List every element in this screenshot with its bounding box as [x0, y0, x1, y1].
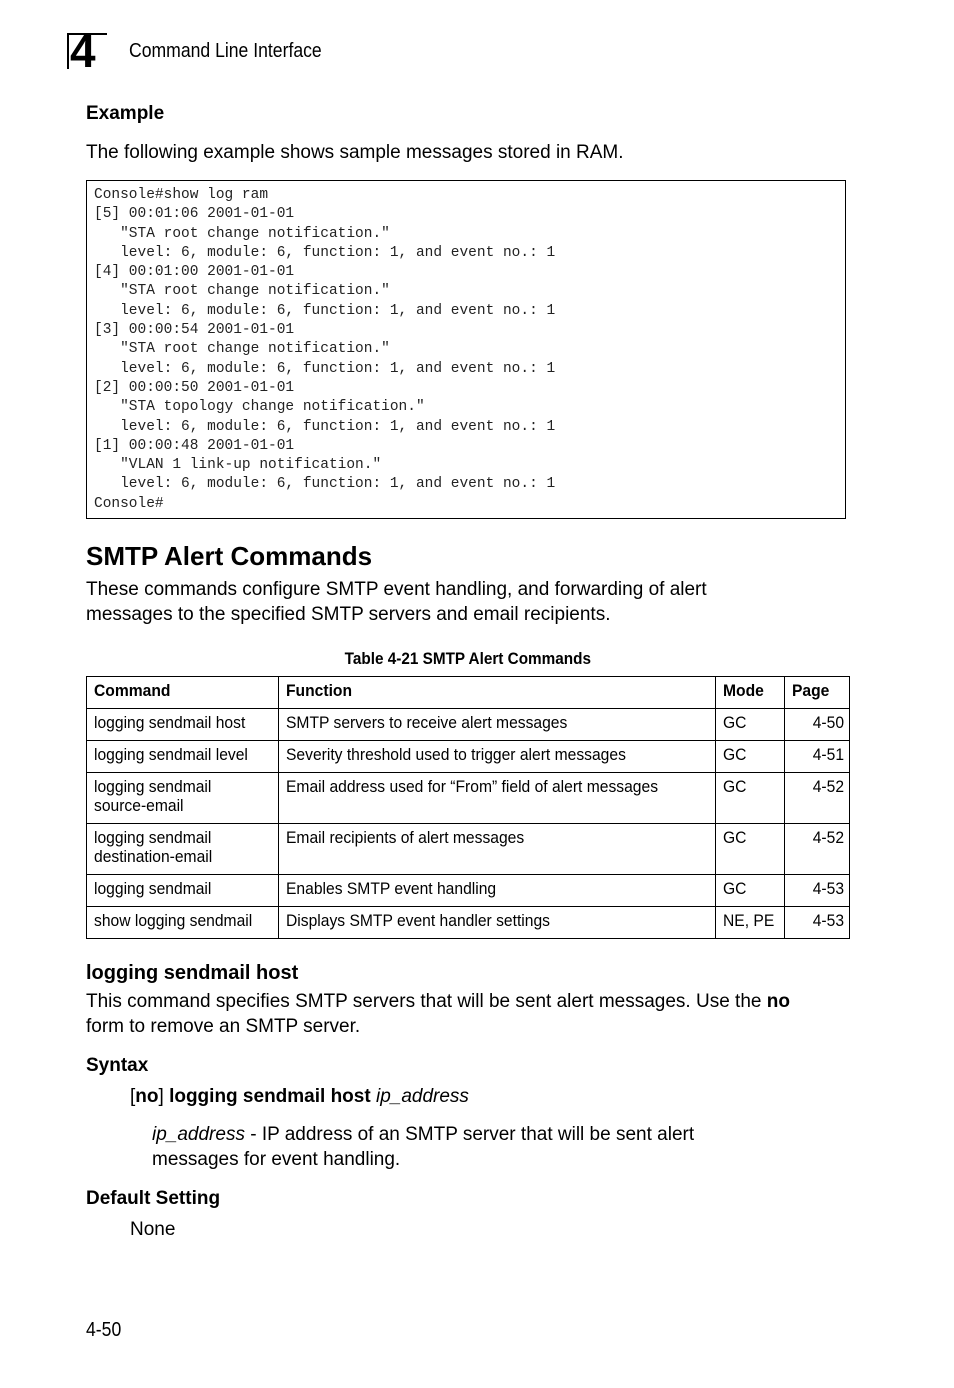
- table-row: [87, 824, 850, 875]
- code-line: "STA root change notification.": [94, 283, 390, 300]
- running-header-title: Command Line Interface: [129, 40, 322, 62]
- cell-function: Displays SMTP event handler settings: [279, 907, 716, 939]
- cell-function: Enables SMTP event handling: [279, 875, 716, 907]
- cell-page: 4-53: [785, 875, 850, 907]
- section-intro-line1: These commands configure SMTP event handling, and forwarding of alert: [86, 579, 707, 600]
- code-line: [2] 00:00:50 2001-01-01: [94, 379, 295, 396]
- code-example-box: [86, 180, 846, 519]
- section-title: SMTP Alert Commands: [86, 541, 373, 571]
- cell-command: logging sendmail destination-email: [87, 824, 279, 875]
- cell-function: SMTP servers to receive alert messages: [279, 709, 716, 741]
- cell-function: Email recipients of alert messages: [279, 824, 716, 875]
- cell-function: Email address used for “From” field of alert messages: [279, 773, 716, 824]
- cell-command: show logging sendmail: [87, 907, 279, 939]
- code-line: level: 6, module: 6, function: 1, and event no.: 1: [94, 476, 556, 493]
- code-line: Console#: [94, 495, 164, 512]
- cell-mode: GC: [716, 824, 785, 875]
- cell-page: 4-53: [785, 907, 850, 939]
- cell-command: logging sendmail host: [87, 709, 279, 741]
- table-caption: [0, 648, 936, 670]
- cell-page: 4-52: [785, 773, 850, 824]
- code-line: Console#show log ram: [94, 187, 269, 203]
- column-header-function: Function: [279, 677, 716, 709]
- parameter-description-line2: messages for event handling.: [152, 1149, 401, 1170]
- code-line: "VLAN 1 link-up notification.": [94, 457, 382, 474]
- cell-command: logging sendmail level: [87, 741, 279, 773]
- code-line: [1] 00:00:48 2001-01-01: [94, 437, 295, 454]
- cell-page: 4-50: [785, 709, 850, 741]
- command-description-line2: form to remove an SMTP server.: [86, 1016, 361, 1037]
- example-intro: The following example shows sample messages stored in RAM.: [86, 142, 624, 163]
- parameter-description: ip_address - IP address of an SMTP server that will be sent alert: [152, 1124, 695, 1145]
- table-caption-text: Table 4-21 SMTP Alert Commands: [344, 649, 592, 668]
- syntax-heading: Syntax: [86, 1055, 149, 1076]
- column-header-command: Command: [87, 677, 279, 709]
- cell-mode: GC: [716, 773, 785, 824]
- column-header-page: Page: [785, 677, 850, 709]
- page-number: 4-50: [86, 1319, 122, 1341]
- code-line: [3] 00:00:54 2001-01-01: [94, 322, 295, 339]
- table-header-row: [87, 677, 850, 709]
- cell-page: 4-51: [785, 741, 850, 773]
- code-line: [4] 00:01:00 2001-01-01: [94, 264, 295, 281]
- cell-function: Severity threshold used to trigger alert messages: [279, 741, 716, 773]
- cell-mode: NE, PE: [716, 907, 785, 939]
- table-row: [87, 709, 850, 741]
- code-line: level: 6, module: 6, function: 1, and event no.: 1: [94, 418, 556, 435]
- code-line: level: 6, module: 6, function: 1, and event no.: 1: [94, 360, 556, 377]
- command-title: logging sendmail host: [86, 962, 299, 984]
- code-line: level: 6, module: 6, function: 1, and event no.: 1: [94, 244, 556, 261]
- table-row: [87, 907, 850, 939]
- code-line: "STA root change notification.": [94, 341, 390, 358]
- table-row: [87, 773, 850, 824]
- cell-mode: GC: [716, 741, 785, 773]
- column-header-mode: Mode: [716, 677, 785, 709]
- table-row: [87, 741, 850, 773]
- syntax-line: [no] logging sendmail host ip_address: [130, 1086, 469, 1107]
- command-description-line1: This command specifies SMTP servers that will be sent alert messages. Use the no: [86, 991, 790, 1012]
- chapter-number: 4: [70, 25, 96, 77]
- code-line: "STA topology change notification.": [94, 399, 425, 416]
- code-line: "STA root change notification.": [94, 225, 390, 242]
- cell-page: 4-52: [785, 824, 850, 875]
- code-line: level: 6, module: 6, function: 1, and event no.: 1: [94, 302, 556, 319]
- default-setting-value: None: [130, 1219, 176, 1240]
- default-setting-heading: Default Setting: [86, 1188, 221, 1209]
- section-intro-line2: messages to the specified SMTP servers and email recipients.: [86, 604, 611, 625]
- example-heading: Example: [86, 103, 165, 124]
- smtp-commands-table: [86, 676, 850, 939]
- cell-mode: GC: [716, 709, 785, 741]
- table-row: [87, 875, 850, 907]
- code-line: [5] 00:01:06 2001-01-01: [94, 206, 295, 223]
- cell-mode: GC: [716, 875, 785, 907]
- cell-command: logging sendmail: [87, 875, 279, 907]
- cell-command: logging sendmail source-email: [87, 773, 279, 824]
